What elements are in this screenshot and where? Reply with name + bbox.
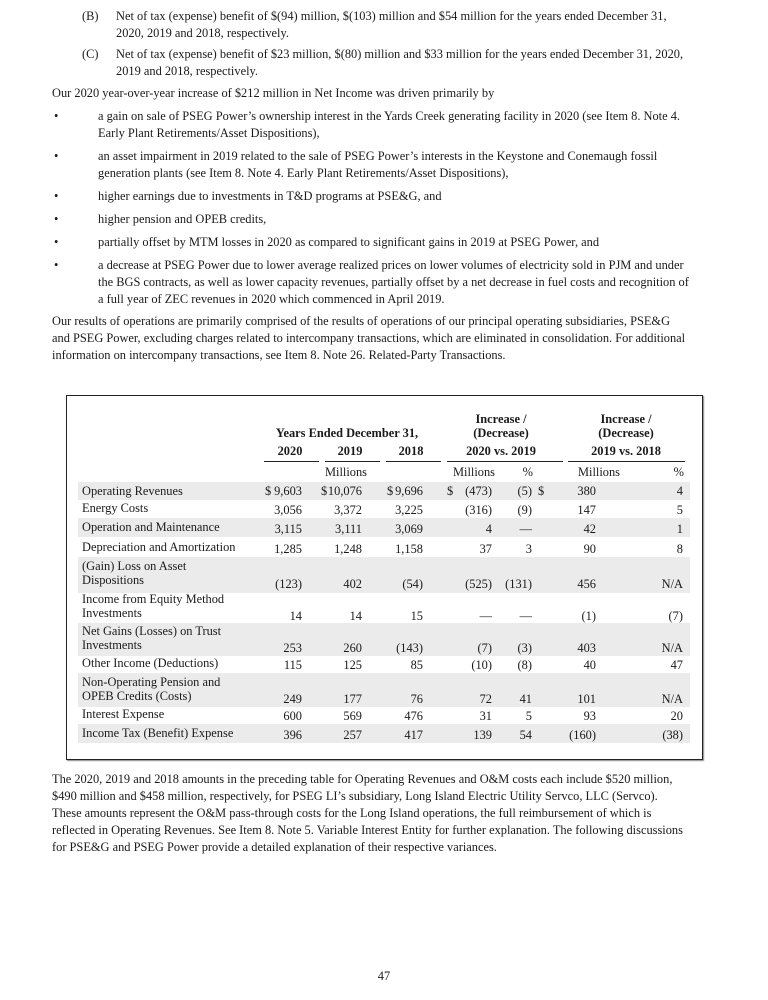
header-inc1-line1: Increase / bbox=[475, 412, 527, 426]
bullet-icon: • bbox=[54, 149, 59, 163]
paragraph-line: $490 million and $458 million, respectively, for PSEG LI’s subsidiary, Long Island Electric Utility Servco, LLC (Servco). bbox=[52, 789, 658, 803]
cell-pct-2020-2019: (3) bbox=[517, 641, 532, 655]
bullet-text-line: higher earnings due to investments in T&D programs at PSE&G, and bbox=[98, 189, 442, 203]
paragraph-line: The 2020, 2019 and 2018 amounts in the preceding table for Operating Revenues and O&M costs each include $520 million, bbox=[52, 772, 673, 786]
cell-pct-2019-2018: 8 bbox=[676, 542, 683, 556]
cell-2020: 3,115 bbox=[274, 522, 302, 536]
footnote-text-line: Net of tax (expense) benefit of $(94) million, $(103) million and $54 million for the years ended December 31, bbox=[116, 9, 667, 23]
cell-2019: 569 bbox=[343, 709, 362, 723]
cell-2019: 177 bbox=[343, 692, 362, 706]
footnote-text-line: 2020, 2019 and 2018, respectively. bbox=[116, 26, 289, 40]
row-label: Income Tax (Benefit) Expense bbox=[82, 726, 234, 740]
cell-pct-2019-2018: N/A bbox=[661, 692, 683, 706]
row-label: Income from Equity Method bbox=[82, 592, 225, 606]
cell-chg-2020-2019: 72 bbox=[479, 692, 492, 706]
cell-pct-2020-2019: 41 bbox=[519, 692, 532, 706]
dollar-sign: $ bbox=[265, 484, 272, 498]
row-label: Investments bbox=[82, 638, 142, 652]
cell-2019: 10,076 bbox=[327, 484, 362, 498]
paragraph-line: reflected in Operating Revenues. See Item 8. Note 5. Variable Interest Entity for further explanation. The following discussions bbox=[52, 823, 683, 837]
row-label: Operation and Maintenance bbox=[82, 520, 220, 534]
header-year-2020: 2020 bbox=[277, 444, 303, 458]
row-label: OPEB Credits (Costs) bbox=[82, 689, 192, 703]
bullet-icon: • bbox=[54, 212, 59, 226]
header-underline bbox=[568, 461, 685, 462]
header-inc2-line1: Increase / bbox=[600, 412, 652, 426]
footnote-label: (C) bbox=[82, 47, 99, 61]
cell-2019: 257 bbox=[343, 728, 362, 742]
bullet-icon: • bbox=[54, 189, 59, 203]
cell-2020: 14 bbox=[289, 609, 302, 623]
cell-pct-2019-2018: 1 bbox=[676, 522, 683, 536]
row-label: Energy Costs bbox=[82, 501, 149, 515]
header-inc1-period: 2020 vs. 2019 bbox=[466, 444, 536, 458]
cell-chg-2020-2019: (525) bbox=[465, 577, 492, 591]
cell-pct-2020-2019: 5 bbox=[525, 709, 532, 723]
paragraph-line: Our results of operations are primarily comprised of the results of operations of our principal operating subsidiaries, PSE&G bbox=[52, 314, 671, 328]
cell-2018: (54) bbox=[402, 577, 423, 591]
cell-chg-2019-2018: 42 bbox=[583, 522, 596, 536]
cell-chg-2019-2018: (160) bbox=[569, 728, 596, 742]
units-label: Millions bbox=[325, 465, 367, 479]
cell-2020: 253 bbox=[283, 641, 302, 655]
row-label: Dispositions bbox=[82, 573, 144, 587]
header-underline bbox=[447, 461, 563, 462]
paragraph-line: for PSE&G and PSEG Power provide a detailed explanation of their respective variances. bbox=[52, 840, 497, 854]
units-label: Millions bbox=[578, 465, 620, 479]
paragraph-line: and PSEG Power, excluding charges related to intercompany transactions, which are eliminated in consolidation. For additional bbox=[52, 331, 686, 345]
cell-2019: 260 bbox=[343, 641, 362, 655]
bullet-text-line: a gain on sale of PSEG Power’s ownership interest in the Yards Creek generating facility in 2020 (see Item 8. Note 4. bbox=[98, 109, 681, 123]
cell-2018: 9,696 bbox=[395, 484, 423, 498]
cell-2018: 76 bbox=[410, 692, 423, 706]
footnote-text-line: Net of tax (expense) benefit of $23 million, $(80) million and $33 million for the years ended December 31, 2020, bbox=[116, 47, 684, 61]
cell-2018: 417 bbox=[404, 728, 423, 742]
cell-chg-2019-2018: 90 bbox=[583, 542, 596, 556]
cell-chg-2020-2019: (7) bbox=[477, 641, 492, 655]
cell-chg-2019-2018: 403 bbox=[577, 641, 596, 655]
row-label: Interest Expense bbox=[82, 707, 165, 721]
cell-2020: 1,285 bbox=[274, 542, 302, 556]
cell-2020: (123) bbox=[275, 577, 302, 591]
bullet-text-line: Early Plant Retirements/Asset Dispositions), bbox=[98, 126, 320, 140]
bullet-text-line: the BGS contracts, as well as lower capacity revenues, partially offset by a net decrease in fuel costs and recognition of bbox=[98, 275, 689, 289]
dollar-sign: $ bbox=[321, 484, 328, 498]
footnote-text-line: 2019 and 2018, respectively. bbox=[116, 64, 258, 78]
cell-2019: 1,248 bbox=[334, 542, 362, 556]
header-inc1-line2: (Decrease) bbox=[473, 426, 529, 440]
cell-2020: 9,603 bbox=[274, 484, 302, 498]
header-underline bbox=[325, 461, 380, 462]
cell-2019: 402 bbox=[343, 577, 362, 591]
cell-pct-2020-2019: — bbox=[519, 522, 532, 536]
bullet-icon: • bbox=[54, 109, 59, 123]
page-number: 47 bbox=[377, 969, 391, 983]
cell-pct-2019-2018: N/A bbox=[661, 641, 683, 655]
cell-chg-2019-2018: 147 bbox=[577, 503, 596, 517]
percent-label: % bbox=[673, 465, 684, 479]
dollar-sign: $ bbox=[447, 484, 454, 498]
cell-chg-2020-2019: 37 bbox=[479, 542, 492, 556]
bullet-icon: • bbox=[54, 258, 59, 272]
cell-2020: 3,056 bbox=[274, 503, 302, 517]
cell-2018: 3,069 bbox=[395, 522, 423, 536]
cell-pct-2020-2019: (131) bbox=[505, 577, 532, 591]
dollar-sign: $ bbox=[387, 484, 394, 498]
row-label: Investments bbox=[82, 606, 142, 620]
cell-2018: 3,225 bbox=[395, 503, 423, 517]
percent-label: % bbox=[522, 465, 533, 479]
bullet-text-line: a decrease at PSEG Power due to lower average realized prices on lower volumes of electricity sold in PJM and under bbox=[98, 258, 684, 272]
cell-pct-2020-2019: (5) bbox=[517, 484, 532, 498]
cell-2018: (143) bbox=[396, 641, 423, 655]
cell-pct-2019-2018: (38) bbox=[662, 728, 683, 742]
row-label: Other Income (Deductions) bbox=[82, 656, 219, 670]
cell-pct-2020-2019: (8) bbox=[517, 658, 532, 672]
cell-2020: 115 bbox=[283, 658, 302, 672]
cell-pct-2019-2018: 4 bbox=[676, 484, 683, 498]
cell-pct-2020-2019: (9) bbox=[517, 503, 532, 517]
cell-chg-2019-2018: 93 bbox=[583, 709, 596, 723]
cell-chg-2019-2018: (1) bbox=[581, 609, 596, 623]
bullet-text-line: a full year of ZEC revenues in 2020 which commenced in April 2019. bbox=[98, 292, 445, 306]
paragraph-line: information on intercompany transactions, see Item 8. Note 26. Related-Party Transactions. bbox=[52, 348, 506, 362]
dollar-sign: $ bbox=[538, 484, 545, 498]
bullet-icon: • bbox=[54, 235, 59, 249]
cell-pct-2020-2019: 3 bbox=[525, 542, 532, 556]
row-label: Net Gains (Losses) on Trust bbox=[82, 624, 222, 638]
units-label: Millions bbox=[453, 465, 495, 479]
cell-chg-2019-2018: 40 bbox=[583, 658, 596, 672]
cell-pct-2019-2018: 47 bbox=[670, 658, 683, 672]
row-label: Depreciation and Amortization bbox=[82, 540, 236, 554]
cell-pct-2019-2018: 20 bbox=[670, 709, 683, 723]
header-inc2-line2: (Decrease) bbox=[598, 426, 654, 440]
cell-chg-2020-2019: (316) bbox=[465, 503, 492, 517]
cell-2018: 1,158 bbox=[395, 542, 423, 556]
cell-chg-2019-2018: 380 bbox=[577, 484, 596, 498]
footnote-label: (B) bbox=[82, 9, 99, 23]
cell-2018: 15 bbox=[410, 609, 423, 623]
cell-chg-2020-2019: (473) bbox=[465, 484, 492, 498]
cell-2019: 3,111 bbox=[335, 522, 362, 536]
cell-pct-2019-2018: 5 bbox=[676, 503, 683, 517]
cell-chg-2020-2019: 4 bbox=[485, 522, 492, 536]
row-label: (Gain) Loss on Asset bbox=[82, 559, 187, 573]
bullet-text-line: generation plants (see Item 8. Note 4. Early Plant Retirements/Asset Dispositions), bbox=[98, 166, 509, 180]
cell-2019: 125 bbox=[343, 658, 362, 672]
header-year-2018: 2018 bbox=[398, 444, 424, 458]
cell-2020: 396 bbox=[283, 728, 302, 742]
cell-2018: 85 bbox=[410, 658, 423, 672]
cell-chg-2020-2019: 139 bbox=[473, 728, 492, 742]
intro-paragraph: Our 2020 year-over-year increase of $212 million in Net Income was driven primarily by bbox=[52, 86, 495, 100]
cell-pct-2020-2019: — bbox=[519, 609, 532, 623]
cell-pct-2019-2018: (7) bbox=[668, 609, 683, 623]
cell-2020: 600 bbox=[283, 709, 302, 723]
cell-2020: 249 bbox=[283, 692, 302, 706]
header-year-2019: 2019 bbox=[337, 444, 363, 458]
header-underline bbox=[264, 461, 319, 462]
header-underline bbox=[386, 461, 441, 462]
cell-pct-2020-2019: 54 bbox=[519, 728, 532, 742]
bullet-text-line: higher pension and OPEB credits, bbox=[98, 212, 267, 226]
cell-2018: 476 bbox=[404, 709, 423, 723]
row-label: Operating Revenues bbox=[82, 484, 183, 498]
cell-pct-2019-2018: N/A bbox=[661, 577, 683, 591]
cell-chg-2020-2019: 31 bbox=[479, 709, 492, 723]
cell-chg-2019-2018: 101 bbox=[577, 692, 596, 706]
cell-2019: 3,372 bbox=[334, 503, 362, 517]
cell-chg-2019-2018: 456 bbox=[577, 577, 596, 591]
cell-2019: 14 bbox=[349, 609, 362, 623]
row-label: Non-Operating Pension and bbox=[82, 675, 221, 689]
bullet-text-line: an asset impairment in 2019 related to the sale of PSEG Power’s interests in the Keystone and Conemaugh fossil bbox=[98, 149, 658, 163]
header-years-group: Years Ended December 31, bbox=[275, 426, 419, 440]
bullet-text-line: partially offset by MTM losses in 2020 as compared to significant gains in 2019 at PSEG Power, and bbox=[98, 235, 600, 249]
cell-chg-2020-2019: (10) bbox=[471, 658, 492, 672]
header-inc2-period: 2019 vs. 2018 bbox=[591, 444, 661, 458]
paragraph-line: These amounts represent the O&M pass-through costs for the Long Island operations, the full reimbursement of which is bbox=[52, 806, 652, 820]
cell-chg-2020-2019: — bbox=[479, 609, 492, 623]
